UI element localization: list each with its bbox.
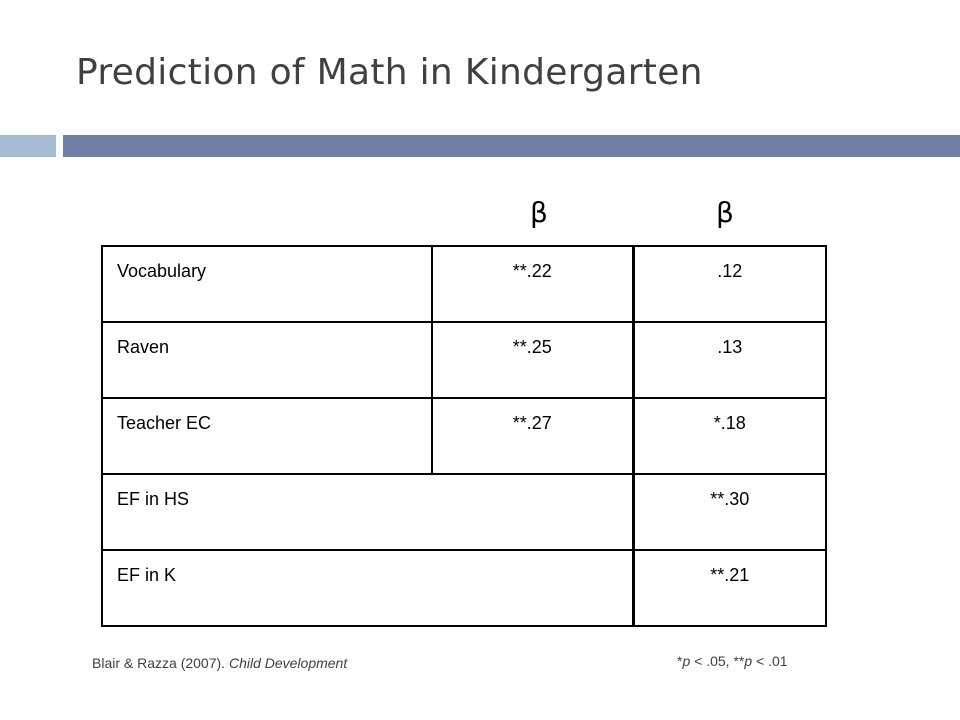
source-citation xyxy=(92,655,347,671)
slide-title: Prediction of Math in Kindergarten xyxy=(76,52,703,93)
table-row xyxy=(102,474,826,550)
significance-note xyxy=(677,653,788,669)
beta-header-1: β xyxy=(530,196,548,229)
row-label: EF in K xyxy=(102,550,432,626)
row-label: Teacher EC xyxy=(102,398,432,474)
beta-header-2: β xyxy=(716,196,734,229)
row-label: EF in HS xyxy=(102,474,432,550)
table-row xyxy=(102,550,826,626)
beta-value-1: **.25 xyxy=(432,322,633,398)
table-row xyxy=(102,322,826,398)
table-row xyxy=(102,246,826,322)
sig-rest-1: < .05, ** xyxy=(690,653,745,669)
sig-var-2: p xyxy=(744,653,753,669)
row-label: Vocabulary xyxy=(102,246,432,322)
source-authors: Blair & Razza (2007). xyxy=(92,655,229,671)
beta-value-2: **.21 xyxy=(633,550,826,626)
beta-value-2: **.30 xyxy=(633,474,826,550)
beta-value-2: *.18 xyxy=(633,398,826,474)
beta-value-2: .12 xyxy=(633,246,826,322)
beta-value-2: .13 xyxy=(633,322,826,398)
accent-bar-dark xyxy=(63,135,960,157)
regression-table xyxy=(101,245,827,627)
source-journal: Child Development xyxy=(228,655,348,671)
beta-value-1: **.22 xyxy=(432,246,633,322)
beta-value-1 xyxy=(432,474,633,550)
sig-rest-2: < .01 xyxy=(752,653,788,669)
sig-symbol-1: * xyxy=(677,653,683,669)
sig-var-1: p xyxy=(682,653,691,669)
table-row xyxy=(102,398,826,474)
beta-value-1: **.27 xyxy=(432,398,633,474)
beta-value-1 xyxy=(432,550,633,626)
row-label: Raven xyxy=(102,322,432,398)
accent-bar-light xyxy=(0,135,56,157)
